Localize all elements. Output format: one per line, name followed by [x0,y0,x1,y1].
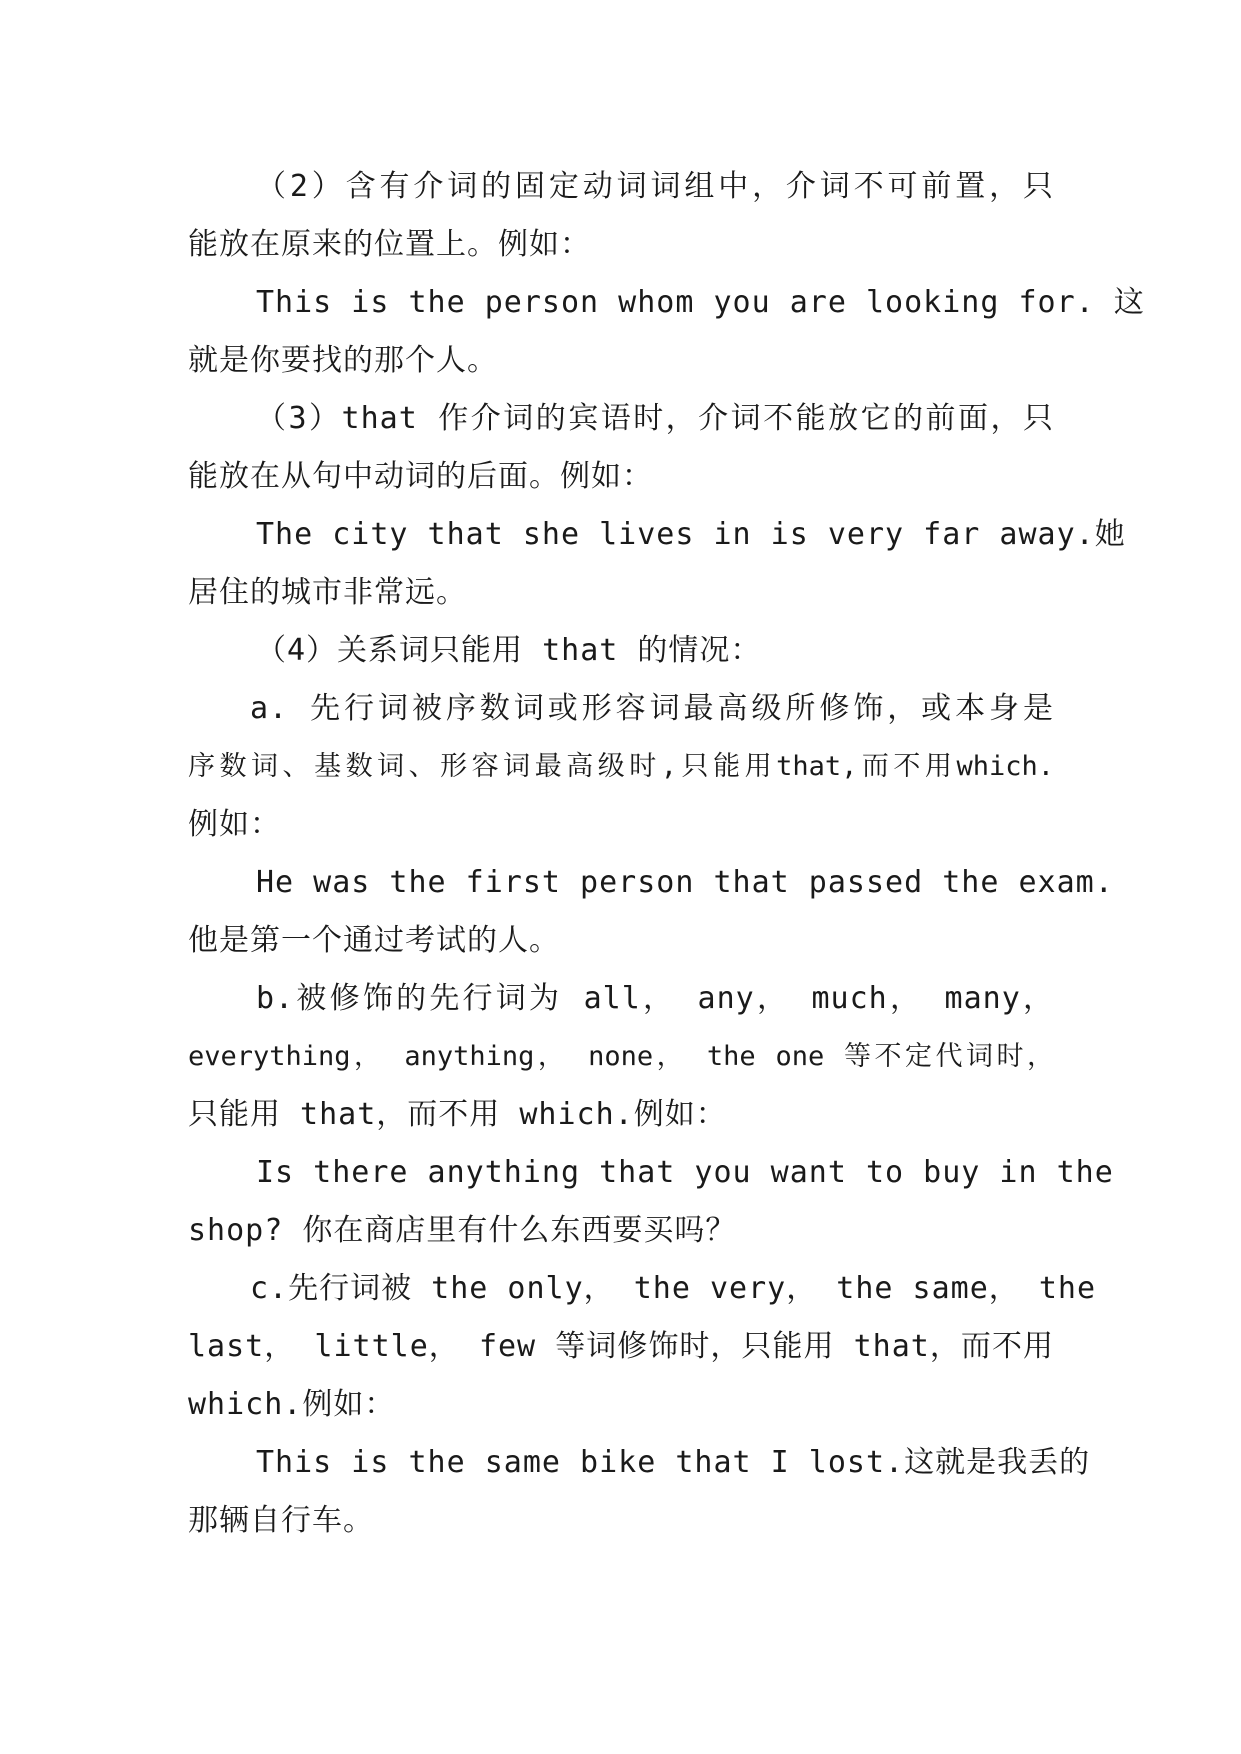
text-line: （4）关系词只能用 that 的情况： [256,633,762,668]
document-body [188,158,1145,1550]
text-line: 序数词、基数词、形容词最高级时,只能用that,而不用which. [188,751,1054,782]
text-line: 居住的城市非常远。 [188,575,467,610]
text-line: （2）含有介词的固定动词词组中，介词不可前置，只 [256,169,1054,204]
text-line: 只能用 that，而不用 which.例如： [188,1097,727,1132]
text-line: everything， anything， none， the one 等不定代词时， [188,1041,1054,1072]
text-line: 就是你要找的那个人。 [188,343,498,378]
text-line: Is there anything that you want to buy in the [256,1155,1114,1190]
text-line: This is the same bike that I lost.这就是我丢的 [256,1445,1091,1480]
text-line: 他是第一个通过考试的人。 [188,923,560,958]
text-line: 那辆自行车。 [188,1503,374,1538]
text-line: last， little， few 等词修饰时，只能用 that，而不用 [188,1329,1054,1364]
text-line: The city that she lives in is very far away.她 [256,517,1126,552]
text-line: 例如： [188,807,281,842]
text-line: He was the first person that passed the exam. [256,865,1114,900]
text-line: shop? 你在商店里有什么东西要买吗？ [188,1213,737,1248]
text-line: 能放在从句中动词的后面。例如： [188,459,653,494]
text-line: c.先行词被 the only， the very， the same， the [250,1271,1097,1306]
text-line: （3）that 作介词的宾语时，介词不能放它的前面，只 [256,401,1054,436]
text-line: which.例如： [188,1387,396,1422]
text-line: 能放在原来的位置上。例如： [188,227,591,262]
text-line: b.被修饰的先行词为 all， any， much， many， [256,981,1054,1016]
text-line: This is the person whom you are looking for. 这 [256,285,1145,320]
text-line: a. 先行词被序数词或形容词最高级所修饰，或本身是 [250,691,1054,726]
